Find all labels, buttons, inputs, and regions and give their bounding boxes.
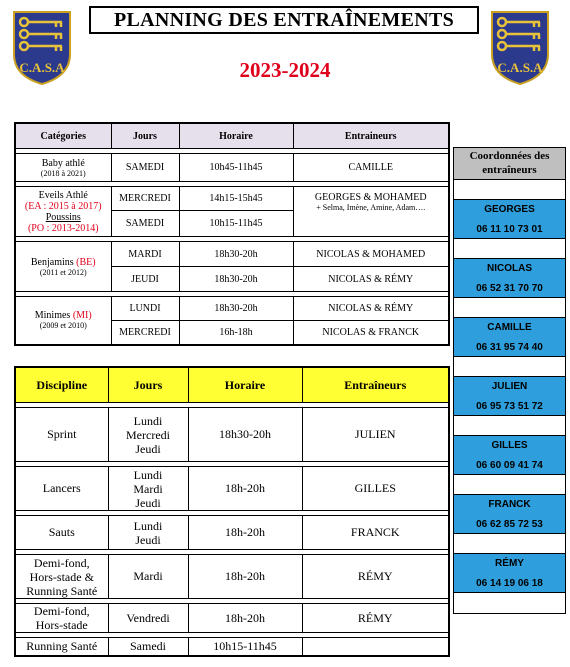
coach-name: GEORGES & MOHAMED bbox=[314, 192, 427, 203]
spacer bbox=[454, 534, 565, 554]
category-years: (2011 et 2012) bbox=[39, 267, 87, 277]
coach-cell: GILLES bbox=[302, 467, 449, 511]
table-row bbox=[15, 242, 449, 267]
category-cell bbox=[15, 242, 111, 292]
day-cell: MERCREDI bbox=[111, 321, 179, 345]
days-cell bbox=[108, 408, 188, 462]
coach-name: CAMILLE bbox=[454, 318, 565, 338]
day-text: Jeudi bbox=[135, 532, 161, 547]
header-discipline: Discipline bbox=[15, 367, 108, 403]
logo-text: C.A.S.A bbox=[497, 60, 543, 75]
disciplines-table bbox=[14, 366, 450, 657]
coach-phone: 06 31 95 74 40 bbox=[454, 338, 565, 357]
time-cell: 18h-20h bbox=[188, 516, 302, 550]
coach-name: GEORGES bbox=[454, 200, 565, 220]
time-cell: 18h30-20h bbox=[179, 267, 293, 292]
coach-cell bbox=[293, 187, 449, 237]
days-cell: Vendredi bbox=[108, 604, 188, 633]
coach-name: RÉMY bbox=[454, 554, 565, 574]
header-time: Horaire bbox=[188, 367, 302, 403]
day-cell: SAMEDI bbox=[111, 154, 179, 182]
coach-cell: NICOLAS & RÉMY bbox=[293, 267, 449, 292]
category-name: Benjamins bbox=[30, 256, 74, 268]
discipline-text: Demi-fond, bbox=[33, 555, 90, 570]
table-row bbox=[15, 555, 449, 599]
table-row bbox=[15, 516, 449, 550]
time-cell: 10h45-11h45 bbox=[179, 154, 293, 182]
discipline-text: Demi-fond, bbox=[33, 604, 90, 618]
category-name: Minimes bbox=[34, 310, 71, 322]
category-cell bbox=[15, 297, 111, 345]
coach-cell: NICOLAS & FRANCK bbox=[293, 321, 449, 345]
category-code: (BE) bbox=[76, 256, 96, 268]
table-row bbox=[15, 604, 449, 633]
discipline-cell: Running Santé bbox=[15, 638, 108, 656]
discipline-cell: Lancers bbox=[15, 467, 108, 511]
day-cell: MARDI bbox=[111, 242, 179, 267]
header-days: Jours bbox=[108, 367, 188, 403]
table-row bbox=[15, 467, 449, 511]
spacer bbox=[454, 298, 565, 318]
spacer bbox=[454, 416, 565, 436]
header-coaches: Entraîneurs bbox=[302, 367, 449, 403]
day-text: Lundi bbox=[133, 467, 163, 482]
day-text: Mardi bbox=[133, 481, 163, 496]
category-code: (PO : 2013-2014) bbox=[27, 222, 99, 234]
table-row bbox=[15, 187, 449, 211]
day-cell: MERCREDI bbox=[111, 187, 179, 211]
time-cell: 14h15-15h45 bbox=[179, 187, 293, 211]
discipline-cell: Sprint bbox=[15, 408, 108, 462]
discipline-text: Running Santé bbox=[26, 583, 98, 598]
time-cell: 18h-20h bbox=[188, 555, 302, 599]
categories-table bbox=[14, 122, 450, 346]
coach-cell: FRANCK bbox=[302, 516, 449, 550]
coach-phone: 06 52 31 70 70 bbox=[454, 279, 565, 298]
day-text: Jeudi bbox=[135, 495, 161, 510]
table-row bbox=[15, 638, 449, 656]
coach-cell: NICOLAS & MOHAMED bbox=[293, 242, 449, 267]
time-cell: 16h-18h bbox=[179, 321, 293, 345]
coach-cell: CAMILLE bbox=[293, 154, 449, 182]
time-cell: 10h15-11h45 bbox=[179, 211, 293, 237]
coach-note: + Selma, Imène, Amine, Adam…. bbox=[316, 203, 426, 212]
category-code: (MI) bbox=[72, 310, 92, 322]
spacer bbox=[454, 357, 565, 377]
page-title: PLANNING DES ENTRAÎNEMENTS bbox=[89, 6, 479, 34]
spacer bbox=[454, 180, 565, 200]
header-coaches: Entraineurs bbox=[293, 123, 449, 149]
category-years: (2018 à 2021) bbox=[40, 168, 86, 178]
coach-name: NICOLAS bbox=[454, 259, 565, 279]
coach-cell: NICOLAS & RÉMY bbox=[293, 297, 449, 321]
discipline-cell bbox=[15, 604, 108, 633]
header-time: Horaire bbox=[179, 123, 293, 149]
table-header-row bbox=[15, 123, 449, 149]
day-text: Lundi bbox=[133, 518, 163, 533]
coach-cell: RÉMY bbox=[302, 604, 449, 633]
time-cell: 18h-20h bbox=[188, 467, 302, 511]
category-name: Baby athlé bbox=[41, 157, 85, 169]
discipline-cell: Sauts bbox=[15, 516, 108, 550]
time-cell: 18h30-20h bbox=[188, 408, 302, 462]
time-cell: 18h30-20h bbox=[179, 242, 293, 267]
category-code: (EA : 2015 à 2017) bbox=[24, 200, 102, 212]
days-cell bbox=[108, 467, 188, 511]
contacts-title: Coordonnées des entraîneurs bbox=[454, 148, 565, 180]
spacer bbox=[454, 593, 565, 613]
days-cell bbox=[108, 516, 188, 550]
logo-text: C.A.S.A bbox=[19, 60, 65, 75]
spacer bbox=[454, 475, 565, 495]
time-cell: 18h-20h bbox=[188, 604, 302, 633]
table-row bbox=[15, 408, 449, 462]
day-cell: JEUDI bbox=[111, 267, 179, 292]
coach-name: FRANCK bbox=[454, 495, 565, 515]
time-cell: 10h15-11h45 bbox=[188, 638, 302, 656]
coach-contacts-panel bbox=[453, 147, 566, 614]
club-logo-right bbox=[490, 10, 550, 86]
discipline-text: Hors-stade bbox=[35, 618, 88, 632]
category-cell bbox=[15, 154, 111, 182]
coach-phone: 06 95 73 51 72 bbox=[454, 397, 565, 416]
coach-name: GILLES bbox=[454, 436, 565, 456]
category-cell bbox=[15, 187, 111, 237]
day-cell: LUNDI bbox=[111, 297, 179, 321]
header-categories: Catégories bbox=[15, 123, 111, 149]
coach-phone: 06 11 10 73 01 bbox=[454, 220, 565, 239]
coach-cell: RÉMY bbox=[302, 555, 449, 599]
table-row bbox=[15, 297, 449, 321]
coach-cell: JULIEN bbox=[302, 408, 449, 462]
day-text: Lundi bbox=[133, 413, 163, 428]
discipline-text: Hors-stade & bbox=[29, 569, 94, 584]
table-header-row bbox=[15, 367, 449, 403]
table-row bbox=[15, 154, 449, 182]
day-text: Jeudi bbox=[135, 441, 161, 456]
category-years: (2009 et 2010) bbox=[39, 321, 87, 331]
coach-phone: 06 60 09 41 74 bbox=[454, 456, 565, 475]
coach-phone: 06 14 19 06 18 bbox=[454, 574, 565, 593]
coach-name: JULIEN bbox=[454, 377, 565, 397]
header-days: Jours bbox=[111, 123, 179, 149]
spacer bbox=[454, 239, 565, 259]
days-cell: Mardi bbox=[108, 555, 188, 599]
day-text: Mercredi bbox=[126, 427, 170, 442]
day-cell: SAMEDI bbox=[111, 211, 179, 237]
discipline-cell bbox=[15, 555, 108, 599]
coach-phone: 06 62 85 72 53 bbox=[454, 515, 565, 534]
days-cell: Samedi bbox=[108, 638, 188, 656]
coach-cell bbox=[302, 638, 449, 656]
category-name: Eveils Athlé bbox=[38, 189, 88, 201]
season-label: 2023-2024 bbox=[239, 58, 331, 82]
category-name: Poussins bbox=[45, 211, 81, 223]
time-cell: 18h30-20h bbox=[179, 297, 293, 321]
club-logo-left bbox=[12, 10, 72, 86]
